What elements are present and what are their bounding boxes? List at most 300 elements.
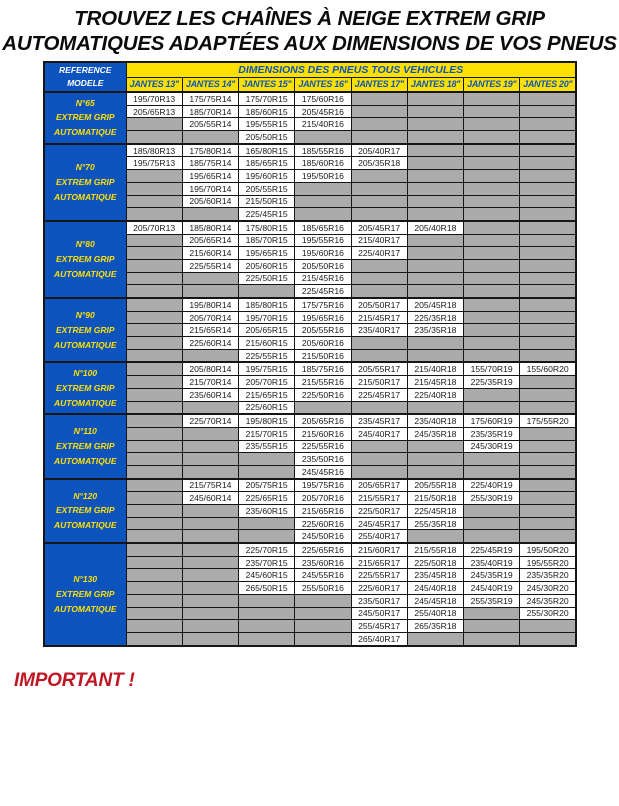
tire-size-cell: 185/70R15 <box>239 234 295 247</box>
empty-cell <box>520 182 576 195</box>
tire-size-cell: 225/40R18 <box>407 388 463 401</box>
empty-cell <box>464 131 520 144</box>
tire-size-cell: 205/50R17 <box>351 298 407 311</box>
empty-cell <box>407 144 463 157</box>
empty-cell <box>520 517 576 530</box>
tire-size-cell: 255/35R19 <box>464 594 520 607</box>
empty-cell <box>126 337 182 350</box>
model-ref-cell <box>44 92 126 144</box>
tire-size-cell: 195/55R16 <box>295 234 351 247</box>
tire-size-cell: 195/55R20 <box>520 556 576 569</box>
tire-size-cell: 205/65R13 <box>126 105 182 118</box>
table-row <box>44 92 576 105</box>
empty-cell <box>520 208 576 221</box>
tire-size-cell: 175/75R14 <box>182 92 238 105</box>
tire-size-cell: 205/45R18 <box>407 298 463 311</box>
empty-cell <box>126 582 182 595</box>
tire-size-cell: 175/60R19 <box>464 414 520 427</box>
tire-size-cell: 205/65R17 <box>351 479 407 492</box>
table-row <box>44 221 576 234</box>
empty-cell <box>520 349 576 362</box>
tire-size-cell: 205/45R16 <box>295 105 351 118</box>
tire-size-cell: 195/80R14 <box>182 298 238 311</box>
empty-cell <box>126 453 182 466</box>
model-label-line: AUTOMATIQUE <box>54 127 117 138</box>
tire-size-cell: 215/40R17 <box>351 234 407 247</box>
tire-size-cell: 225/65R16 <box>295 543 351 556</box>
empty-cell <box>239 620 295 633</box>
empty-cell <box>126 324 182 337</box>
page-title <box>0 6 619 56</box>
tire-size-cell: 225/65R15 <box>239 492 295 505</box>
model-label-line: EXTREM GRIP <box>55 324 115 335</box>
empty-cell <box>464 465 520 478</box>
empty-cell <box>182 272 238 285</box>
table-wrapper <box>43 61 619 647</box>
empty-cell <box>295 620 351 633</box>
tire-size-cell: 185/65R16 <box>295 221 351 234</box>
tire-size-cell: 195/75R13 <box>126 157 182 170</box>
empty-cell <box>239 530 295 543</box>
empty-cell <box>126 247 182 260</box>
tire-size-cell: 225/40R19 <box>464 479 520 492</box>
empty-cell <box>464 221 520 234</box>
empty-cell <box>126 349 182 362</box>
empty-cell <box>464 517 520 530</box>
table-row <box>44 543 576 556</box>
empty-cell <box>520 92 576 105</box>
model-label-line: EXTREM GRIP <box>55 588 115 599</box>
empty-cell <box>464 401 520 414</box>
empty-cell <box>407 170 463 183</box>
tire-size-cell: 245/50R16 <box>295 530 351 543</box>
empty-cell <box>520 311 576 324</box>
empty-cell <box>464 144 520 157</box>
empty-cell <box>464 530 520 543</box>
column-header-jantes-20: JANTES 20'' <box>520 77 576 92</box>
tire-size-cell: 195/60R15 <box>239 170 295 183</box>
tire-size-cell: 245/50R17 <box>351 607 407 620</box>
empty-cell <box>464 272 520 285</box>
empty-cell <box>182 427 238 440</box>
model-ref-cell <box>44 144 126 221</box>
empty-cell <box>182 208 238 221</box>
tire-size-cell: 205/60R14 <box>182 195 238 208</box>
empty-cell <box>126 620 182 633</box>
tire-size-cell: 195/50R16 <box>295 170 351 183</box>
model-ref-cell <box>44 362 126 414</box>
empty-cell <box>407 259 463 272</box>
tire-size-cell: 205/60R15 <box>239 259 295 272</box>
tire-size-cell: 225/50R15 <box>239 272 295 285</box>
empty-cell <box>351 208 407 221</box>
tire-size-cell: 215/50R15 <box>239 195 295 208</box>
tire-size-cell: 185/80R14 <box>182 221 238 234</box>
empty-cell <box>520 195 576 208</box>
empty-cell <box>407 247 463 260</box>
column-header-jantes-14: JANTES 14'' <box>182 77 238 92</box>
reference-header-line2: MODELE <box>67 78 104 88</box>
empty-cell <box>126 465 182 478</box>
empty-cell <box>126 401 182 414</box>
empty-cell <box>126 388 182 401</box>
tire-size-cell: 265/40R17 <box>351 632 407 645</box>
tire-size-cell: 225/70R15 <box>239 543 295 556</box>
tire-size-cell: 225/60R16 <box>295 517 351 530</box>
column-header-jantes-19: JANTES 19'' <box>464 77 520 92</box>
empty-cell <box>182 349 238 362</box>
empty-cell <box>351 272 407 285</box>
tire-size-cell: 255/40R17 <box>351 530 407 543</box>
model-label-line: EXTREM GRIP <box>55 112 115 123</box>
tire-size-cell: 205/75R15 <box>239 479 295 492</box>
empty-cell <box>182 517 238 530</box>
empty-cell <box>182 131 238 144</box>
empty-cell <box>520 479 576 492</box>
tire-size-cell: 235/45R18 <box>407 569 463 582</box>
tire-size-cell: 215/60R15 <box>239 337 295 350</box>
tire-size-cell: 215/40R16 <box>295 118 351 131</box>
tire-size-cell: 185/75R16 <box>295 362 351 375</box>
model-label-line: EXTREM GRIP <box>55 440 115 451</box>
tire-size-cell: 235/70R15 <box>239 556 295 569</box>
tire-size-cell: 215/70R15 <box>239 427 295 440</box>
empty-cell <box>351 118 407 131</box>
model-label-line: N°120 <box>73 490 98 501</box>
model-ref-cell <box>44 479 126 543</box>
tire-size-cell: 235/35R19 <box>464 427 520 440</box>
empty-cell <box>464 247 520 260</box>
column-header-jantes-13: JANTES 13'' <box>126 77 182 92</box>
header-row-1 <box>44 62 576 77</box>
empty-cell <box>182 401 238 414</box>
model-label-line: AUTOMATIQUE <box>54 603 117 614</box>
tire-size-cell: 255/45R17 <box>351 620 407 633</box>
empty-cell <box>182 453 238 466</box>
empty-cell <box>520 170 576 183</box>
tire-size-cell: 185/80R13 <box>126 144 182 157</box>
empty-cell <box>126 556 182 569</box>
tire-size-cell: 205/45R17 <box>351 221 407 234</box>
empty-cell <box>351 453 407 466</box>
empty-cell <box>464 349 520 362</box>
tire-size-cell: 185/55R16 <box>295 144 351 157</box>
empty-cell <box>295 607 351 620</box>
tire-size-cell: 195/65R14 <box>182 170 238 183</box>
empty-cell <box>520 376 576 389</box>
empty-cell <box>126 195 182 208</box>
tire-size-cell: 215/60R14 <box>182 247 238 260</box>
empty-cell <box>351 170 407 183</box>
empty-cell <box>407 285 463 298</box>
empty-cell <box>239 453 295 466</box>
empty-cell <box>239 465 295 478</box>
empty-cell <box>182 620 238 633</box>
tire-size-cell: 195/70R15 <box>239 311 295 324</box>
empty-cell <box>520 440 576 453</box>
empty-cell <box>239 594 295 607</box>
tire-size-cell: 155/70R19 <box>464 362 520 375</box>
tire-size-cell: 235/50R16 <box>295 453 351 466</box>
empty-cell <box>520 234 576 247</box>
tire-size-cell: 205/65R15 <box>239 324 295 337</box>
empty-cell <box>126 311 182 324</box>
empty-cell <box>407 182 463 195</box>
empty-cell <box>520 388 576 401</box>
empty-cell <box>464 285 520 298</box>
tire-size-cell: 175/75R16 <box>295 298 351 311</box>
empty-cell <box>351 349 407 362</box>
tire-size-cell: 235/60R14 <box>182 388 238 401</box>
tire-size-cell: 225/45R19 <box>464 543 520 556</box>
tire-size-cell: 215/55R18 <box>407 543 463 556</box>
page-title-line1: TROUVEZ LES CHAÎNES À NEIGE EXTREM GRIP <box>74 7 545 30</box>
tire-size-cell: 215/60R17 <box>351 543 407 556</box>
empty-cell <box>520 105 576 118</box>
empty-cell <box>407 208 463 221</box>
tire-size-cell: 245/30R19 <box>464 440 520 453</box>
tire-size-cell: 245/55R16 <box>295 569 351 582</box>
tire-size-cell: 195/65R16 <box>295 311 351 324</box>
empty-cell <box>407 453 463 466</box>
empty-cell <box>464 505 520 518</box>
model-label-line: N°100 <box>73 368 98 378</box>
empty-cell <box>182 505 238 518</box>
empty-cell <box>464 259 520 272</box>
empty-cell <box>126 594 182 607</box>
empty-cell <box>239 607 295 620</box>
tire-size-cell: 205/50R16 <box>295 259 351 272</box>
empty-cell <box>126 517 182 530</box>
empty-cell <box>520 401 576 414</box>
tire-size-cell: 245/60R15 <box>239 569 295 582</box>
tire-size-cell: 215/50R16 <box>295 349 351 362</box>
model-label-line: AUTOMATIQUE <box>54 191 117 202</box>
empty-cell <box>182 569 238 582</box>
empty-cell <box>407 118 463 131</box>
empty-cell <box>182 607 238 620</box>
empty-cell <box>407 157 463 170</box>
tire-size-cell: 215/70R14 <box>182 376 238 389</box>
empty-cell <box>295 195 351 208</box>
empty-cell <box>464 453 520 466</box>
tire-size-cell: 195/50R20 <box>520 543 576 556</box>
tire-size-cell: 235/60R16 <box>295 556 351 569</box>
empty-cell <box>464 195 520 208</box>
tire-size-cell: 225/55R15 <box>239 349 295 362</box>
empty-cell <box>126 479 182 492</box>
tire-size-cell: 215/75R14 <box>182 479 238 492</box>
tire-size-cell: 245/30R20 <box>520 582 576 595</box>
empty-cell <box>126 569 182 582</box>
model-label-line: N°110 <box>73 426 97 437</box>
empty-cell <box>295 208 351 221</box>
tire-size-cell: 165/80R15 <box>239 144 295 157</box>
empty-cell <box>464 298 520 311</box>
model-label-line: N°80 <box>75 239 95 250</box>
model-ref-cell <box>44 414 126 478</box>
tire-size-cell: 205/55R16 <box>295 324 351 337</box>
empty-cell <box>182 543 238 556</box>
tire-dimensions-table <box>43 61 577 647</box>
tire-size-cell: 265/50R15 <box>239 582 295 595</box>
tire-size-cell: 255/50R16 <box>295 582 351 595</box>
tire-size-cell: 205/55R17 <box>351 362 407 375</box>
empty-cell <box>182 632 238 645</box>
tire-size-cell: 245/40R18 <box>407 582 463 595</box>
table-row <box>44 144 576 157</box>
empty-cell <box>126 272 182 285</box>
tire-size-cell: 185/80R15 <box>239 298 295 311</box>
tire-size-cell: 225/60R17 <box>351 582 407 595</box>
empty-cell <box>182 465 238 478</box>
tire-size-cell: 235/60R15 <box>239 505 295 518</box>
tire-size-cell: 225/45R17 <box>351 388 407 401</box>
empty-cell <box>407 131 463 144</box>
model-label-line: EXTREM GRIP <box>55 254 115 264</box>
empty-cell <box>351 105 407 118</box>
empty-cell <box>464 337 520 350</box>
empty-cell <box>464 105 520 118</box>
model-label-line: AUTOMATIQUE <box>54 339 117 350</box>
model-label-line: EXTREM GRIP <box>55 176 115 187</box>
empty-cell <box>520 492 576 505</box>
tire-size-cell: 205/55R15 <box>239 182 295 195</box>
tire-size-cell: 205/80R14 <box>182 362 238 375</box>
tire-size-cell: 175/80R14 <box>182 144 238 157</box>
empty-cell <box>520 285 576 298</box>
empty-cell <box>126 285 182 298</box>
tire-size-cell: 225/35R18 <box>407 311 463 324</box>
empty-cell <box>182 594 238 607</box>
table-row <box>44 298 576 311</box>
empty-cell <box>295 632 351 645</box>
empty-cell <box>464 157 520 170</box>
tire-size-cell: 225/50R17 <box>351 505 407 518</box>
empty-cell <box>520 620 576 633</box>
empty-cell <box>126 427 182 440</box>
model-label-line: AUTOMATIQUE <box>54 268 117 279</box>
empty-cell <box>520 530 576 543</box>
column-header-jantes-17: JANTES 17'' <box>351 77 407 92</box>
empty-cell <box>464 311 520 324</box>
empty-cell <box>407 272 463 285</box>
tire-size-cell: 205/70R16 <box>295 492 351 505</box>
empty-cell <box>407 440 463 453</box>
model-label-line: N°65 <box>75 97 95 108</box>
empty-cell <box>520 505 576 518</box>
empty-cell <box>182 440 238 453</box>
tire-size-cell: 225/45R15 <box>239 208 295 221</box>
tire-size-cell: 255/30R19 <box>464 492 520 505</box>
tire-size-cell: 215/50R17 <box>351 376 407 389</box>
tire-size-cell: 245/45R17 <box>351 517 407 530</box>
tire-size-cell: 195/75R15 <box>239 362 295 375</box>
table-row <box>44 479 576 492</box>
model-label-line: EXTREM GRIP <box>55 382 115 393</box>
tire-size-cell: 195/60R16 <box>295 247 351 260</box>
tire-size-cell: 225/35R19 <box>464 376 520 389</box>
tire-size-cell: 215/65R15 <box>239 388 295 401</box>
tire-size-cell: 225/55R14 <box>182 259 238 272</box>
empty-cell <box>126 234 182 247</box>
model-label-line: EXTREM GRIP <box>55 505 115 516</box>
dimensions-header: DIMENSIONS DES PNEUS TOUS VEHICULES <box>126 62 576 77</box>
model-label-line: AUTOMATIQUE <box>54 455 117 466</box>
empty-cell <box>407 530 463 543</box>
tire-size-cell: 265/35R18 <box>407 620 463 633</box>
important-notice <box>14 669 619 692</box>
empty-cell <box>520 118 576 131</box>
empty-cell <box>520 632 576 645</box>
tire-size-cell: 245/45R16 <box>295 465 351 478</box>
empty-cell <box>351 182 407 195</box>
tire-size-cell: 245/40R19 <box>464 582 520 595</box>
empty-cell <box>351 131 407 144</box>
empty-cell <box>126 505 182 518</box>
tire-size-cell: 175/60R16 <box>295 92 351 105</box>
reference-header-line1: REFERENCE <box>59 65 112 76</box>
tire-size-cell: 205/70R15 <box>239 376 295 389</box>
tire-size-cell: 225/45R16 <box>295 285 351 298</box>
tire-size-cell: 225/50R18 <box>407 556 463 569</box>
model-label-line: AUTOMATIQUE <box>54 520 117 531</box>
empty-cell <box>126 530 182 543</box>
tire-size-cell: 235/40R17 <box>351 324 407 337</box>
empty-cell <box>520 298 576 311</box>
tire-size-cell: 215/60R16 <box>295 427 351 440</box>
tire-size-cell: 215/45R16 <box>295 272 351 285</box>
tire-size-cell: 175/55R20 <box>520 414 576 427</box>
empty-cell <box>295 182 351 195</box>
tire-size-cell: 205/55R18 <box>407 479 463 492</box>
empty-cell <box>520 324 576 337</box>
tire-size-cell: 225/55R16 <box>295 440 351 453</box>
empty-cell <box>126 298 182 311</box>
tire-size-cell: 205/60R16 <box>295 337 351 350</box>
empty-cell <box>126 376 182 389</box>
tire-size-cell: 205/40R17 <box>351 144 407 157</box>
tire-size-cell: 185/75R14 <box>182 157 238 170</box>
tire-size-cell: 245/60R14 <box>182 492 238 505</box>
tire-size-cell: 195/80R15 <box>239 414 295 427</box>
empty-cell <box>520 427 576 440</box>
tire-size-cell: 225/55R17 <box>351 569 407 582</box>
empty-cell <box>126 182 182 195</box>
important-heading: IMPORTANT ! <box>14 669 135 691</box>
empty-cell <box>407 349 463 362</box>
tire-size-cell: 205/40R18 <box>407 221 463 234</box>
tire-size-cell: 245/45R18 <box>407 594 463 607</box>
tire-size-cell: 215/45R17 <box>351 311 407 324</box>
tire-size-cell: 225/45R18 <box>407 505 463 518</box>
empty-cell <box>126 492 182 505</box>
empty-cell <box>351 337 407 350</box>
tire-size-cell: 235/35R18 <box>407 324 463 337</box>
empty-cell <box>126 543 182 556</box>
tire-size-cell: 245/35R18 <box>407 427 463 440</box>
tire-size-cell: 175/80R15 <box>239 221 295 234</box>
empty-cell <box>351 92 407 105</box>
tire-size-cell: 225/60R15 <box>239 401 295 414</box>
tire-size-cell: 235/45R17 <box>351 414 407 427</box>
tire-size-cell: 195/75R16 <box>295 479 351 492</box>
tire-size-cell: 195/65R15 <box>239 247 295 260</box>
empty-cell <box>520 131 576 144</box>
column-header-jantes-16: JANTES 16'' <box>295 77 351 92</box>
empty-cell <box>407 337 463 350</box>
empty-cell <box>295 594 351 607</box>
